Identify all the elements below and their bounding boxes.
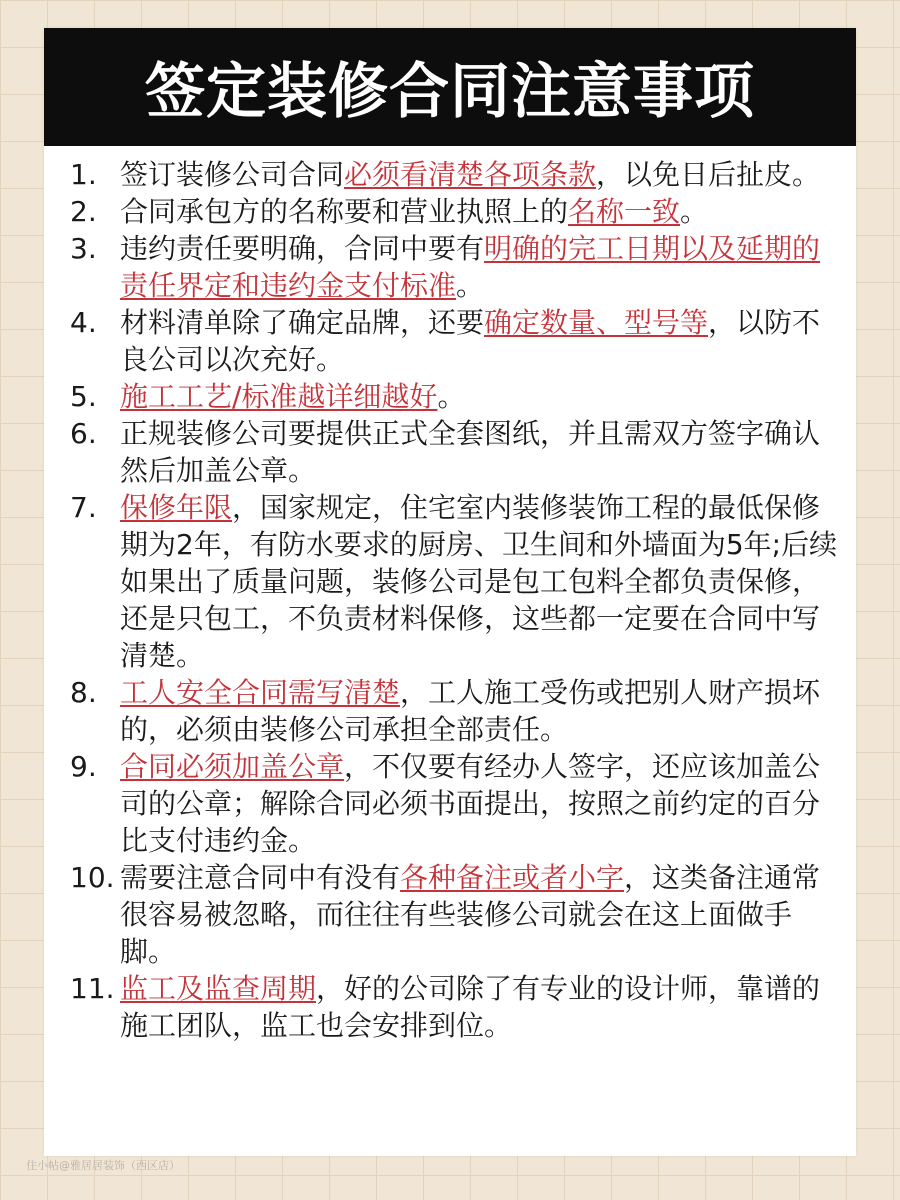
text-segment: ，不仅要有经办人签字，还应该加盖公司的公章；解除合同必须书面提出，按照之前约定的百分比支付违约金。: [120, 750, 821, 857]
item-number: 2.: [70, 195, 97, 228]
highlighted-text: 确定数量、型号等: [484, 306, 709, 339]
list-item: [70, 489, 840, 674]
item-number: 5.: [70, 380, 97, 413]
item-number: 8.: [70, 676, 97, 709]
item-text: [120, 859, 840, 970]
highlighted-text: 各种备注或者小字: [400, 861, 625, 894]
item-text: [120, 970, 840, 1044]
content-card: [44, 28, 856, 1156]
highlighted-text: 明确的完工日期以及延期的责任界定和违约金支付标准: [120, 232, 821, 302]
list-item: [70, 304, 840, 378]
highlighted-text: 工人安全合同需写清楚: [120, 676, 401, 709]
text-segment: 。: [437, 380, 466, 413]
list-item: [70, 156, 840, 193]
text-segment: 。: [680, 195, 709, 228]
list-item: [70, 859, 840, 970]
item-number: 7.: [70, 491, 97, 524]
item-number: 9.: [70, 750, 97, 783]
highlighted-text: 施工工艺/标准越详细越好: [120, 380, 438, 413]
item-number: 4.: [70, 306, 97, 339]
highlighted-text: 名称一致: [568, 195, 681, 228]
text-segment: 正规装修公司要提供正式全套图纸，并且需双方签字确认然后加盖公章。: [120, 417, 821, 487]
list-item: [70, 230, 840, 304]
highlighted-text: 必须看清楚各项条款: [344, 158, 597, 191]
text-segment: ，以防不良公司以次充好。: [120, 306, 821, 376]
watermark: 住小帖@雅居居装饰（西区店）: [26, 1159, 180, 1172]
title-banner: [44, 28, 856, 146]
page-title: 签定装修合同注意事项: [145, 57, 755, 127]
list-item: [70, 674, 840, 748]
item-number: 10.: [70, 861, 115, 894]
highlighted-text: 保修年限: [120, 491, 233, 524]
list-item: [70, 193, 840, 230]
item-text: [120, 156, 840, 193]
item-number: 11.: [70, 972, 115, 1005]
text-segment: 签订装修公司合同: [120, 158, 345, 191]
text-segment: ，以免日后扯皮。: [596, 158, 821, 191]
text-segment: 材料清单除了确定品牌，还要: [120, 306, 485, 339]
notes-list: [70, 156, 840, 1044]
item-number: 3.: [70, 232, 97, 265]
item-number: 6.: [70, 417, 97, 450]
item-text: [120, 378, 840, 415]
list-item: [70, 415, 840, 489]
text-segment: ，国家规定，住宅室内装修装饰工程的最低保修期为2年，有防水要求的厨房、卫生间和外墙面为5年;后续如果出了质量问题，装修公司是包工包料全都负责保修，还是只包工，不负责材料保修，这些都一定要在合同中写清楚。: [120, 491, 838, 672]
item-text: [120, 415, 840, 489]
text-segment: 违约责任要明确，合同中要有: [120, 232, 485, 265]
list-item: [70, 970, 840, 1044]
item-text: [120, 489, 840, 674]
text-segment: ，好的公司除了有专业的设计师，靠谱的施工团队，监工也会安排到位。: [120, 972, 821, 1042]
list-item: [70, 378, 840, 415]
highlighted-text: 合同必须加盖公章: [120, 750, 345, 783]
item-text: [120, 674, 840, 748]
item-text: [120, 230, 840, 304]
list-item: [70, 748, 840, 859]
text-segment: 需要注意合同中有没有: [120, 861, 401, 894]
highlighted-text: 监工及监查周期: [120, 972, 317, 1005]
item-text: [120, 193, 840, 230]
item-text: [120, 748, 840, 859]
text-segment: ，工人施工受伤或把别人财产损坏的，必须由装修公司承担全部责任。: [120, 676, 821, 746]
text-segment: ，这类备注通常很容易被忽略，而往往有些装修公司就会在这上面做手脚。: [120, 861, 821, 968]
text-segment: 合同承包方的名称要和营业执照上的: [120, 195, 569, 228]
text-segment: 。: [456, 269, 485, 302]
item-text: [120, 304, 840, 378]
item-number: 1.: [70, 158, 97, 191]
